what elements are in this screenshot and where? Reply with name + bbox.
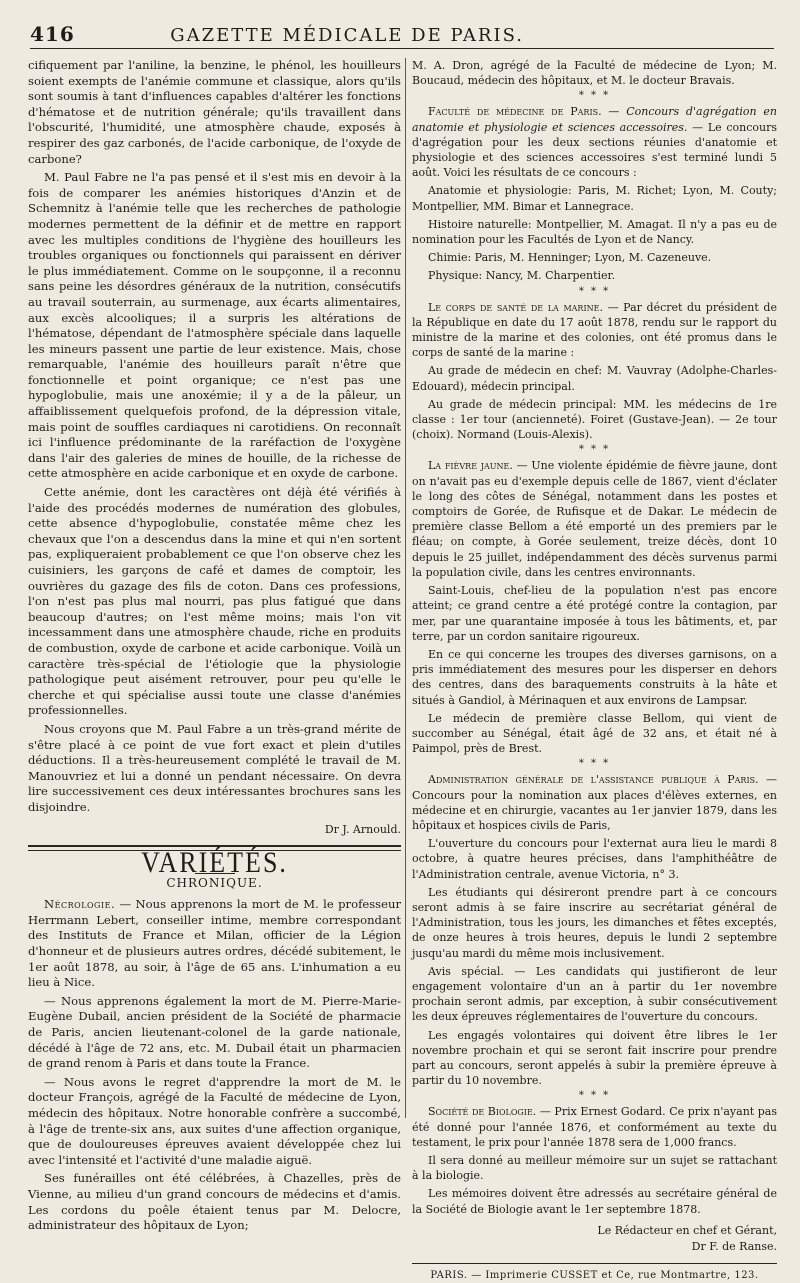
paragraph: Il sera donné au meilleur mémoire sur un sujet se rattachant à la biologie. xyxy=(412,1154,777,1183)
paragraph: L'ouverture du concours pour l'externat aura lieu le mardi 8 octobre, à quatre heures précises, dans l'amphithéâtre de l'Administration centrale, avenue Victoria, n° 3. xyxy=(412,837,777,881)
paragraph: Nous croyons que M. Paul Fabre a un très-grand mérite de s'être placé à ce point de vue fort exact et plein d'utiles déductions. Il a très-heureusement complété le travail de M. Manouvriez et lui a donné un pendant nécessaire. On devra lire successivement ces deux intéressantes brochures sans les disjoindre. xyxy=(28,721,401,814)
paragraph: M. Paul Fabre ne l'a pas pensé et il s'est mis en devoir à la fois de comparer les anémies historiques d'Anzin et de Schemnitz à l'anémie telle que les recherches de pathologie modernes permettent de la définir et de mettre en rapport avec les multiples conditions de l'hygiène des houilleurs les troubles organiques ou fonctionnels qui paraissent en dériver le plus immédiatement. Comme on le soupçonne, il a reconnu sans peine les désordres généraux de la nutrition, consécutifs au travail souterrain, au surmenage, aux écarts alimentaires, aux excès alcooliques; il a surpris les altérations de l'hématose, dépendant de l'atmosphère spéciale dans laquelle les mineurs passent une partie de leur existence. Mais, chose remarquable, l'anémie des houilleurs paraît n'être que fonctionnelle et point organique; ce n'est pas une hypoglobulie, mais une anoxémie; il y a de la pâleur, un affaiblissement quelquefois profond, de la dépression vitale, mais point de souffles cardiaques ni carotidiens. On reconnaît ici l'influence prédominante de la raréfaction de l'oxygène dans l'air des galeries de mines de houille, de la richesse de cette atmosphère en acide carbonique et en oxyde de carbone. xyxy=(28,170,401,481)
biologie-text: — Prix Ernest Godard. Ce prix n'ayant pas été donné pour l'année 1876, et conformément au texte du testament, le prix pour l'année 1878 sera de 1,000 francs. xyxy=(412,1105,778,1149)
asterism: * * * xyxy=(578,1090,611,1102)
page-number: 416 xyxy=(30,22,75,46)
paragraph: Le médecin de première classe Bellom, qui vient de succomber au Sénégal, était âgé de 32 ans, et était né à Paimpol, près de Brest. xyxy=(412,711,777,756)
asterism: * * * xyxy=(578,285,611,297)
paragraph: — Nous avons le regret d'apprendre la mort de M. le docteur François, agrégé de la Faculté de médecine de Lyon, médecin des hôpitaux. Notre honorable confrère a succombé, à l'âge de trente-six ans, aux suites d'une affection organique, que de douloureuses épreuves avaient développée chez lui avec l'intensité et l'activité d'une maladie aiguë. xyxy=(28,1074,401,1167)
result-anatomie: Anatomie et physiologie: Paris, M. Richet; Lyon, M. Couty; Montpellier, MM. Bimar et Lannegrace. xyxy=(412,184,777,213)
paragraph: cifiquement par l'aniline, la benzine, le phénol, les houilleurs soient exempts de l'anémie commune et classique, alors qu'ils sont soumis à tant d'influences capables d'altérer les fonctions d'hématose et de nutrition générale; qu'ils travaillent dans l'obscurité, l'humidité, une atmosphère chaude, exposés à respirer des gaz carbonés, de l'acide carbonique, de l'oxyde de carbone? xyxy=(28,58,401,166)
paragraph: Saint-Louis, chef-lieu de la population n'est pas encore atteint; ce grand centre a été protégé contre la contagion, par mer, par une quarantaine imposée à tous les bâtiments, et, par terre, par un cordon sanitaire rigoureux. xyxy=(412,584,777,643)
right-column xyxy=(412,58,778,1281)
column-divider xyxy=(405,58,406,1118)
paragraph: Ses funérailles ont été célébrées, à Chazelles, près de Vienne, au milieu d'un grand concours de médecins et d'amis. Les cordons du poêle étaient tenus par M. Delocre, administrateur des hôpitaux de Lyon; xyxy=(28,1171,401,1233)
page-header xyxy=(30,22,774,49)
paragraph: Les engagés volontaires qui doivent être libres le 1er novembre prochain et qui se seront fait inscrire pour prendre part au concours, seront appelés à subir la première épreuve à partir du 10 novembre. xyxy=(412,1028,777,1088)
section-title-varietes: VARIÉTÉS. xyxy=(141,845,288,880)
assistance-text: — Concours pour la nomination aux places d'élèves externes, en médecine et en chirurgie, vacantes au 1er janvier 1879, dans les hôpitaux et hospices civils de Paris, xyxy=(412,773,777,832)
paragraph: En ce qui concerne les troupes des diverses garnisons, on a pris immédiatement des mesures pour les disperser en dehors des centres, dans des baraquements construits à la hâte et situés à Gandiol, à Mérinaquen et aux environs de Lampsar. xyxy=(412,647,777,707)
paragraph: Cette anémie, dont les caractères ont déjà été vérifiés à l'aide des procédés modernes de numération des globules, cette absence d'hypoglobulie, constatée même chez les chevaux que l'on a descendus dans la mine et qui n'en sortent pas, expliqueraient probablement ce que l'on observe chez les cuisiniers, les garçons de café et dames de comptoir, les ouvrières du gazage des fils de coton. Dans ces professions, l'on n'est pas plus mal nourri, pas plus fatigué que dans beaucoup d'autres; on l'est même moins; mais l'on vit incessamment dans une atmosphère chaude, riche en produits de combustion, oxyde de carbone et acide carbonique. Voilà un caractère très-spécial de l'étiologie que la physiologie pathologique peut aisément retrouver, pour peu qu'elle le cherche et qui spécialise aussi toute une classe d'anémies professionnelles. xyxy=(28,485,401,718)
journal-title: GAZETTE MÉDICALE DE PARIS. xyxy=(170,25,524,46)
article-signature: Dr J. Arnould. xyxy=(324,822,401,836)
marine-text: — Par décret du président de la République en date du 17 août 1878, rendu sur le rapport du ministre de la marine et des colonies, ont été promus dans le corps de santé de la marine : xyxy=(412,300,777,360)
result-chimie: Chimie: Paris, M. Henninger; Lyon, M. Cazeneuve. xyxy=(428,251,712,265)
subsection-title-chronique: CHRONIQUE. xyxy=(166,875,263,890)
editor-signature xyxy=(412,1223,777,1255)
fievre-label: La fièvre jaune. xyxy=(428,459,513,473)
printer-imprint: PARIS. — Imprimerie CUSSET et Ce, rue Montmartre, 123. xyxy=(412,1263,777,1283)
paragraph: M. A. Dron, agrégé de la Faculté de médecine de Lyon; M. Boucaud, médecin des hôpitaux, et M. le docteur Bravais. xyxy=(412,59,777,88)
marine-grade-1: Au grade de médecin en chef: M. Vauvray (Adolphe-Charles-Edouard), médecin principal. xyxy=(412,364,777,393)
result-physique: Physique: Nancy, M. Charpentier. xyxy=(428,269,616,283)
faculte-label: Faculté de médecine de Paris. xyxy=(428,105,602,119)
result-histoire: Histoire naturelle: Montpellier, M. Amagat. Il n'y a pas eu de nomination pour les Facultés de Lyon et de Nancy. xyxy=(412,217,777,247)
marine-grade-2: Au grade de médecin principal: MM. les médecins de 1re classe : 1er tour (ancienneté). Foiret (Gustave-Jean). — 2e tour (choix). Normand (Louis-Alexis). xyxy=(412,397,777,442)
left-column xyxy=(28,58,401,1233)
paragraph: — Nous apprenons également la mort de M. Pierre-Marie-Eugène Dubail, ancien président de la Société de pharmacie de Paris, ancien lieutenant-colonel de la garde nationale, décédé à l'âge de 72 ans, etc. M. Dubail était un pharmacien de grand renom à Paris et dans toute la France. xyxy=(28,993,401,1071)
biologie-label: Société de Biologie. xyxy=(428,1105,537,1119)
paragraph: Les mémoires doivent être adressés au secrétaire général de la Société de Biologie avant le 1er septembre 1878. xyxy=(412,1187,777,1216)
editor-role: Le Rédacteur en chef et Gérant, xyxy=(597,1223,777,1237)
faculte-text: — Le concours d'agrégation pour les deux sections réunies d'anatomie et physiologie et des sciences accessoires s'est terminé lundi 5 août. Voici les résultats de ce concours : xyxy=(412,120,777,180)
fievre-text: — Une violente épidémie de fièvre jaune, dont on n'avait pas eu d'exemple depuis celle de 1867, vient d'éclater le long des côtes de Sénégal, notamment dans les postes et comptoirs de Gorée, de Rufisque et de Dakar. Le médecin de première classe Bellom a été emporté un des premiers par le fléau; on compte, à Gorée seulement, treize décès, dont 10 depuis le 25 juillet, indépendamment des décès survenus parmi la population civile, dans les centres environnants. xyxy=(412,459,777,579)
faculte-title: — Concours d'agrégation en anatomie et physiologie et sciences accessoires. xyxy=(412,105,777,134)
paragraph: Les étudiants qui désireront prendre part à ce concours seront admis à se faire inscrire au secrétariat général de l'Administration, tous les jours, les dimanches et fêtes exceptés, de onze heures à trois heures, depuis le lundi 2 septembre jusqu'au mardi du même mois inclusivement. xyxy=(412,885,777,960)
asterism: * * * xyxy=(578,444,611,456)
necrologie-label: Nécrologie. xyxy=(44,897,116,912)
necrology-text: — Nous apprenons la mort de M. le professeur Herrmann Lebert, conseiller intime, membre correspondant des Instituts de France et Milan, officier de la Légion d'honneur et de plusieurs autres ordres, décédé subitement, le 1er août 1878, au soir, à l'âge de 65 ans. L'inhumation a eu lieu à Nice. xyxy=(28,897,401,990)
assistance-label: Administration générale de l'assistance publique à Paris. xyxy=(428,773,759,787)
paragraph: Avis spécial. — Les candidats qui justifieront de leur engagement volontaire d'un an à partir du 1er novembre prochain seront admis, par exception, à subir consécutivement les deux épreuves réglementaires de l'ouverture du concours. xyxy=(412,964,777,1024)
marine-label: Le corps de santé de la marine. xyxy=(428,300,603,314)
editor-name: Dr F. de Ranse. xyxy=(691,1239,777,1253)
asterism: * * * xyxy=(578,758,611,770)
asterism: * * * xyxy=(578,90,611,102)
